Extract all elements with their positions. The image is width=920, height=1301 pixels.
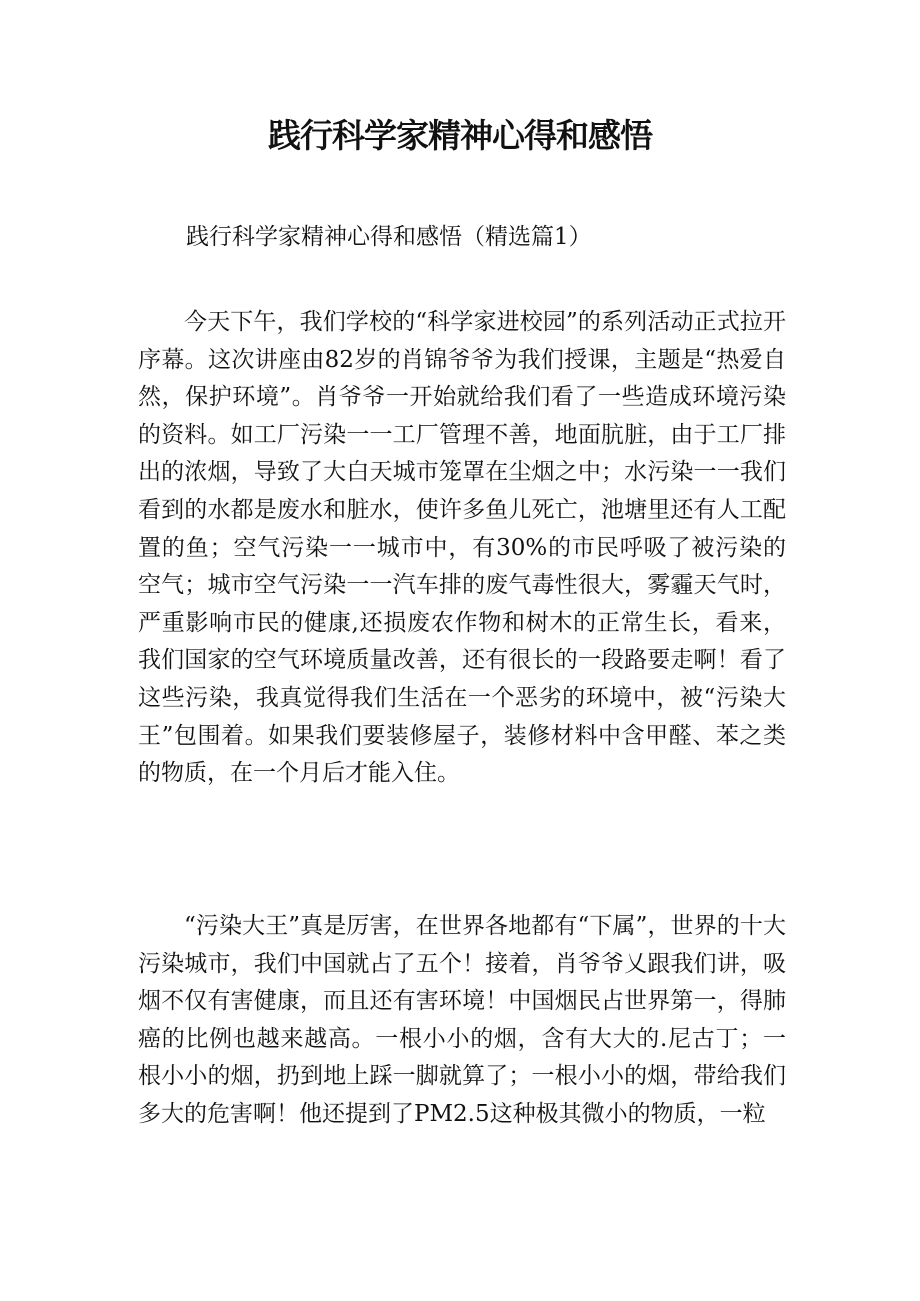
- document-title: 践行科学家精神心得和感悟: [268, 116, 652, 155]
- body-paragraph: “污染大王”真是厉害，在世界各地都有“下属”，世界的十大污染城市，我们中国就占了五个！接着，肖爷爷乂跟我们讲，吸烟不仅有害健康，而且还有害环境！中国烟民占世界第一，得肺癌的比例也越来越高。一根小小的烟，含有大大的.尼古丁；一根小小的烟，扔到地上踩一脚就算了；一根小小的烟，带给我们多大的危害啊！他还提到了PM2.5这种极其微小的物质，一粒: [138, 913, 786, 1127]
- body-paragraph: 今天下午，我们学校的“科学家进校园”的系列活动正式拉开序幕。这次讲座由82岁的肖锦爷爷为我们授课，主题是“热爱自然，保护环境”。肖爷爷一开始就给我们看了一些造成环境污染的资料。如工厂污染一一工厂管理不善，地面肮脏，由于工厂排出的浓烟，导致了大白天城市笼罩在尘烟之中；水污染一一我们看到的水都是废水和脏水，使许多鱼儿死亡，池塘里还有人工配置的鱼；空气污染一一城市中，有30%的市民呼吸了被污染的空气；城市空气污染一一汽车排的废气毒性很大，雾霾天气时，严重影响市民的健康,还损废农作物和树木的正常生长，看来，我们国家的空气环境质量改善，还有很长的一段路要走啊！看了这些污染，我真觉得我们生活在一个恶劣的环境中，被“污染大王”包围着。如果我们要装修屋子，装修材料中含甲醛、苯之类的物质，在一个月后才能入住。: [138, 309, 786, 787]
- document-subtitle: 践行科学家精神心得和感悟（精选篇1）: [186, 224, 592, 250]
